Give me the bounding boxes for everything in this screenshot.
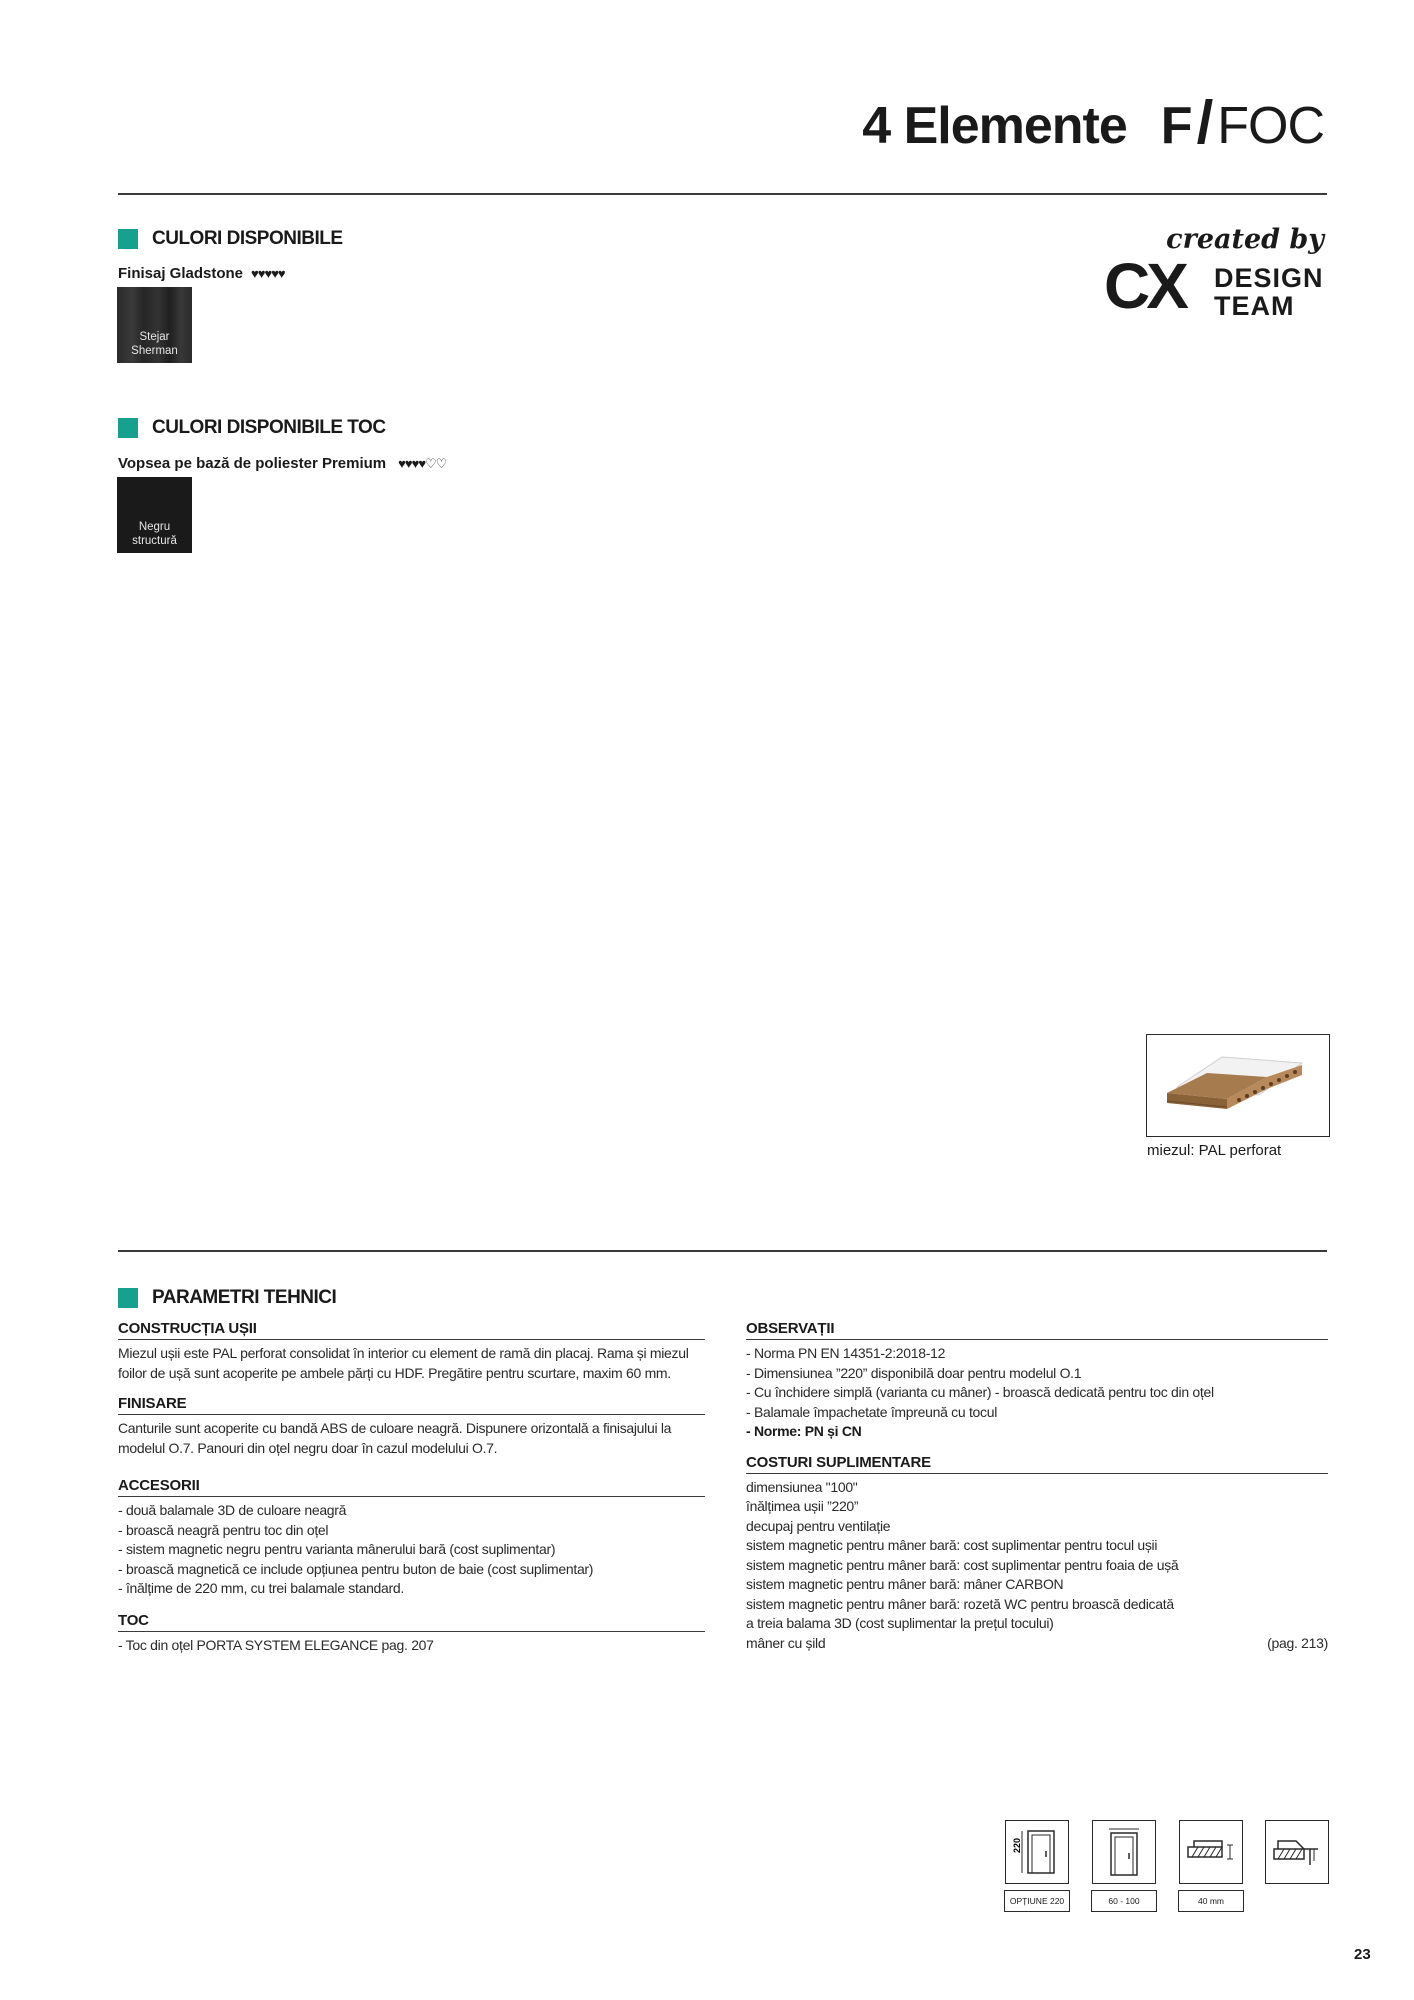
diamond-rating-icon: ♥♥♥♥♥ [251,266,285,281]
catalog-title: 4 Elemente [862,97,1127,155]
teal-square-icon [118,418,138,438]
observations-title: OBSERVAȚII [746,1320,1328,1340]
swatch-label-line2: Sherman [131,345,178,357]
swatch-label-line2: structură [132,535,177,547]
option-220-label: OPȚIUNE 220 [1004,1890,1070,1912]
core-caption: miezul: PAL perforat [1147,1142,1282,1159]
observation-item: - Norma PN EN 14351-2:2018-12 [746,1345,946,1361]
height-number: 220 [1012,1837,1022,1853]
accessory-item: - broască neagră pentru toc din oțel [118,1521,329,1538]
construction-text: Miezul ușii este PAL perforat consolidat în interior cu element de ramă din placaj. Rama și miezul foilor de ușă sunt acoperite pe ambele părți cu HDF. Pregătire pentru scurtare, maxim 60 mm. [118,1345,689,1381]
finishing-text: Canturile sunt acoperite cu bandă ABS de culoare neagră. Dispunere orizontală a finisajului la modelul O.7. Panouri din oțel negru doar în cazul modelului O.7. [118,1420,672,1456]
params-heading [118,1287,336,1309]
params-title: PARAMETRI TEHNICI [152,1287,337,1308]
teal-square-icon [118,229,138,249]
colors-heading [118,228,343,250]
logo-design: DESIGN [1214,263,1324,293]
accessory-item: - înălțime de 220 mm, cu trei balamale standard. [118,1580,404,1596]
accessories-title: ACCESORII [118,1477,705,1497]
diamond-rating-icon: ♥♥♥♥♡♡ [398,455,447,471]
page-title [862,88,1324,157]
params-left-column [118,1320,705,1655]
swatch-label-line1: Stejar [139,331,170,343]
extra-cost-item: dimensiunea "100" [746,1478,858,1495]
observation-item: - Cu închidere simplă (varianta cu mâner) - broască dedicată pentru toc din oțel [746,1384,1214,1400]
accessory-item: - două balamale 3D de culoare neagră [118,1502,347,1518]
swatch-stejar-sherman[interactable] [117,287,192,363]
observation-norms: - Norme: PN și CN [746,1423,862,1439]
accessory-item: - broască magnetică ce include opțiunea pentru buton de baie (cost suplimentar) [118,1560,594,1577]
finish-name: Finisaj Gladstone [118,265,244,282]
construction-title: CONSTRUCȚIA UȘII [118,1320,705,1340]
observation-item: - Dimensiunea ”220” disponibilă doar pentru modelul O.1 [746,1364,1082,1381]
colors-title: CULORI DISPONIBILE [152,228,343,249]
logo-team: TEAM [1214,291,1295,321]
extra-cost-item: sistem magnetic pentru mâner bară: mâner CARBON [746,1576,1064,1592]
frame-colors-heading [118,417,386,439]
frame-finish-name: Vopsea pe bază de poliester Premium [118,455,387,472]
extra-cost-item: mâner cu șild [746,1634,826,1651]
finish-label [118,265,285,282]
logo-cx: CX [1104,250,1185,322]
width-range-label: 60 - 100 [1091,1890,1157,1912]
params-divider [118,1250,1327,1252]
extra-cost-item: înălțimea ușii ”220” [746,1498,859,1514]
core-cross-section-image [1146,1034,1330,1137]
door-thickness-icon [1179,1820,1243,1884]
extra-cost-item: a treia balama 3D (cost suplimentar la prețul tocului) [746,1615,1054,1631]
title-slash: / [1196,89,1214,156]
teal-square-icon [118,1288,138,1308]
extra-cost-item: sistem magnetic pentru mâner bară: cost suplimentar pentru foaia de ușă [746,1556,1179,1573]
swatch-negru-structura[interactable] [117,477,192,553]
extra-cost-item: decupaj pentru ventilație [746,1517,891,1534]
extra-cost-last-row [746,1634,1328,1654]
frame-text: - Toc din oțel PORTA SYSTEM ELEGANCE pag. 207 [118,1636,434,1653]
accessory-item: - sistem magnetic negru pentru varianta mânerului bară (cost suplimentar) [118,1541,556,1557]
door-height-220-icon [1005,1820,1069,1884]
page-number: 23 [1354,1946,1371,1963]
page-reference: (pag. 213) [1267,1634,1328,1651]
params-right-column [746,1320,1328,1653]
extra-costs-title: COSTURI SUPLIMENTARE [746,1454,1328,1474]
header-divider [118,193,1327,195]
swatch-label-line1: Negru [138,521,171,533]
extra-cost-item: sistem magnetic pentru mâner bară: cost suplimentar pentru tocul ușii [746,1537,1158,1553]
observation-item: - Balamale împachetate împreună cu tocul [746,1403,998,1420]
finishing-title: FINISARE [118,1395,705,1415]
thickness-label: 40 mm [1178,1890,1244,1912]
extra-cost-item: sistem magnetic pentru mâner bară: rozetă WC pentru broască dedicată [746,1595,1174,1612]
model-name: FOC [1217,97,1324,155]
door-rebate-icon [1265,1820,1329,1884]
door-width-icon [1092,1820,1156,1884]
frame-finish-label [118,455,446,472]
frame-colors-title: CULORI DISPONIBILE TOC [152,417,386,438]
frame-title: TOC [118,1612,705,1632]
cx-design-team-logo [1104,224,1334,324]
model-code: F [1160,97,1193,155]
logo-script-text: created by [1166,224,1324,255]
